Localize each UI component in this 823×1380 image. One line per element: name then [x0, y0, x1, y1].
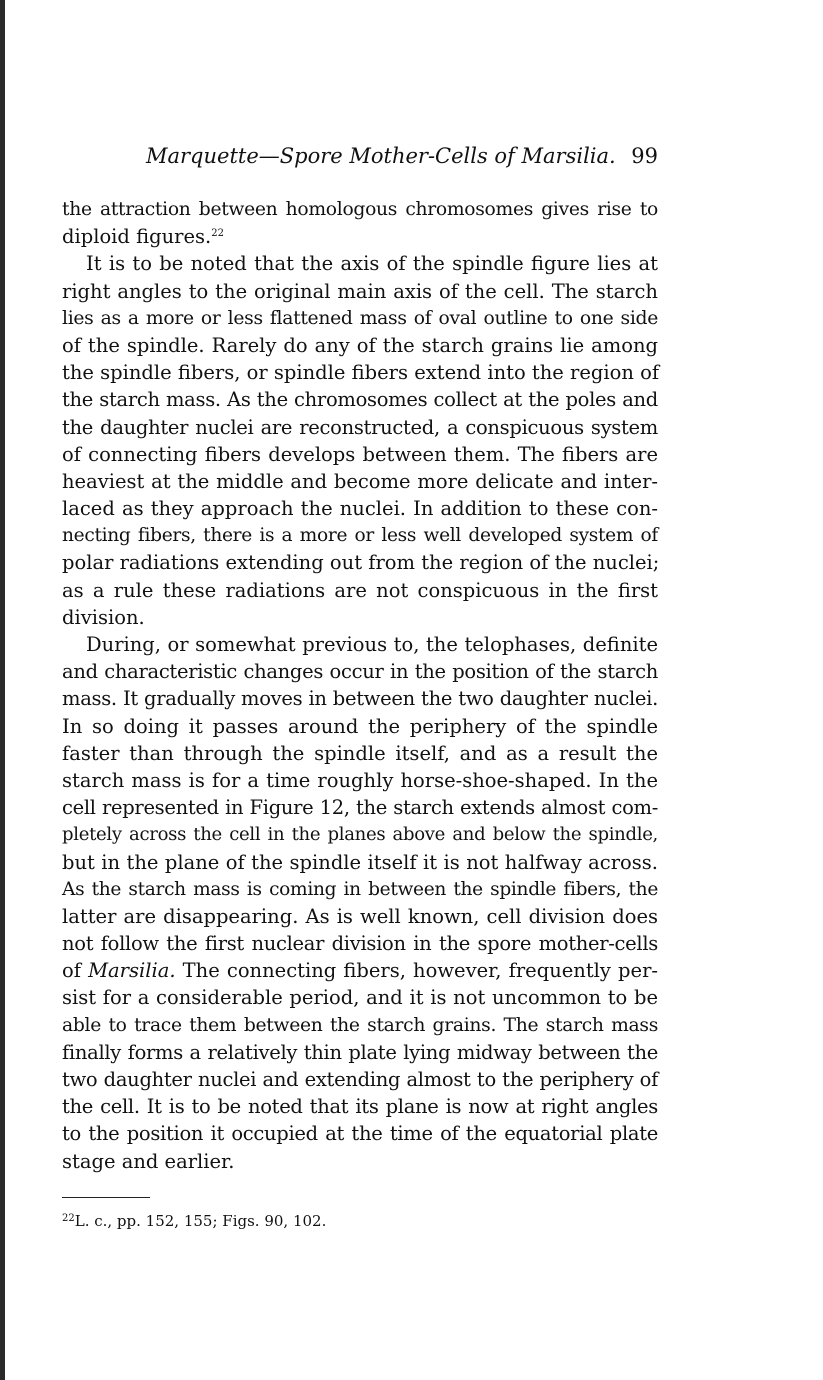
text-fragment: diploid figures. [62, 225, 212, 249]
text-line: heaviest at the middle and become more delicate and inter- [62, 469, 658, 493]
footnote-marker: 22 [62, 1213, 75, 1224]
running-title: Marquette—Spore Mother-Cells of Marsilia. [146, 144, 616, 168]
text-line: able to trace them between the starch grains. The starch mass [62, 1014, 658, 1036]
text-line: the spindle fibers, or spindle fibers extend into the region of [62, 361, 660, 385]
text-line: but in the plane of the spindle itself it is not halfway across. [62, 850, 658, 874]
text-line: division. [62, 605, 145, 629]
genus-name: Marsilia. [88, 959, 176, 983]
text-line: two daughter nuclei and extending almost to the periphery of [62, 1068, 658, 1091]
text-line: not follow the first nuclear division in the spore mother-cells [62, 932, 658, 956]
text-line: mass. It gradually moves in between the two daughter nuclei. [62, 687, 658, 711]
text-line: polar radiations extending out from the region of the nuclei; [62, 551, 660, 575]
page-number: 99 [631, 144, 658, 168]
text-line: pletely across the cell in the planes above and below the spindle, [62, 824, 658, 846]
text-line: the starch mass. As the chromosomes collect at the poles and [62, 388, 658, 412]
text-line: finally forms a relatively thin plate lying midway between the [62, 1040, 658, 1064]
page-edge [0, 0, 5, 1380]
text-line: the attraction between homologous chromosomes gives rise to [62, 199, 658, 220]
footnote-rule [62, 1197, 150, 1198]
text-line: of the spindle. Rarely do any of the starch grains lie among [62, 333, 658, 357]
text-line: laced as they approach the nuclei. In addition to these con- [62, 497, 658, 521]
text-line: cell represented in Figure 12, the starch extends almost com- [62, 796, 658, 820]
text-line: and characteristic changes occur in the position of the starch [62, 660, 658, 684]
footnote-text: L. c., pp. 152, 155; Figs. 90, 102. [74, 1212, 327, 1230]
text-line: It is to be noted that the axis of the spindle figure lies at [86, 252, 658, 276]
text-line: stage and earlier. [62, 1149, 235, 1173]
text-line: the daughter nuclei are reconstructed, a conspicuous system [62, 415, 658, 439]
running-header [146, 144, 658, 174]
body-text [62, 196, 658, 1175]
text-line [62, 957, 658, 984]
text-line: sist for a considerable period, and it is not uncommon to be [62, 986, 658, 1010]
text-fragment: The connecting fibers, however, frequently per- [175, 959, 658, 983]
text-line: lies as a more or less flattened mass of oval outline to one side [62, 307, 658, 329]
text-line: In so doing it passes around the periphery of the spindle [62, 714, 658, 738]
text-line: the cell. It is to be noted that its plane is now at right angles [62, 1095, 658, 1119]
footnote-reference: 22 [211, 228, 224, 240]
text-line: starch mass is for a time roughly horse-shoe-shaped. In the [62, 768, 658, 792]
text-line: As the starch mass is coming in between the spindle fibers, the [62, 878, 658, 900]
text-line: as a rule these radiations are not conspicuous in the first [62, 578, 658, 602]
text-line [62, 223, 658, 250]
text-line: faster than through the spindle itself, and as a result the [62, 741, 658, 765]
text-line: During, or somewhat previous to, the telophases, definite [86, 633, 658, 656]
text-line: necting fibers, there is a more or less well developed system of [62, 525, 658, 547]
footnote [62, 1212, 326, 1230]
text-line: of connecting fibers develops between them. The fibers are [62, 442, 658, 466]
text-line: right angles to the original main axis of the cell. The starch [62, 279, 658, 303]
text-line: to the position it occupied at the time of the equatorial plate [62, 1122, 658, 1146]
text-fragment: of [62, 959, 89, 983]
text-line: latter are disappearing. As is well known, cell division does [62, 904, 658, 928]
